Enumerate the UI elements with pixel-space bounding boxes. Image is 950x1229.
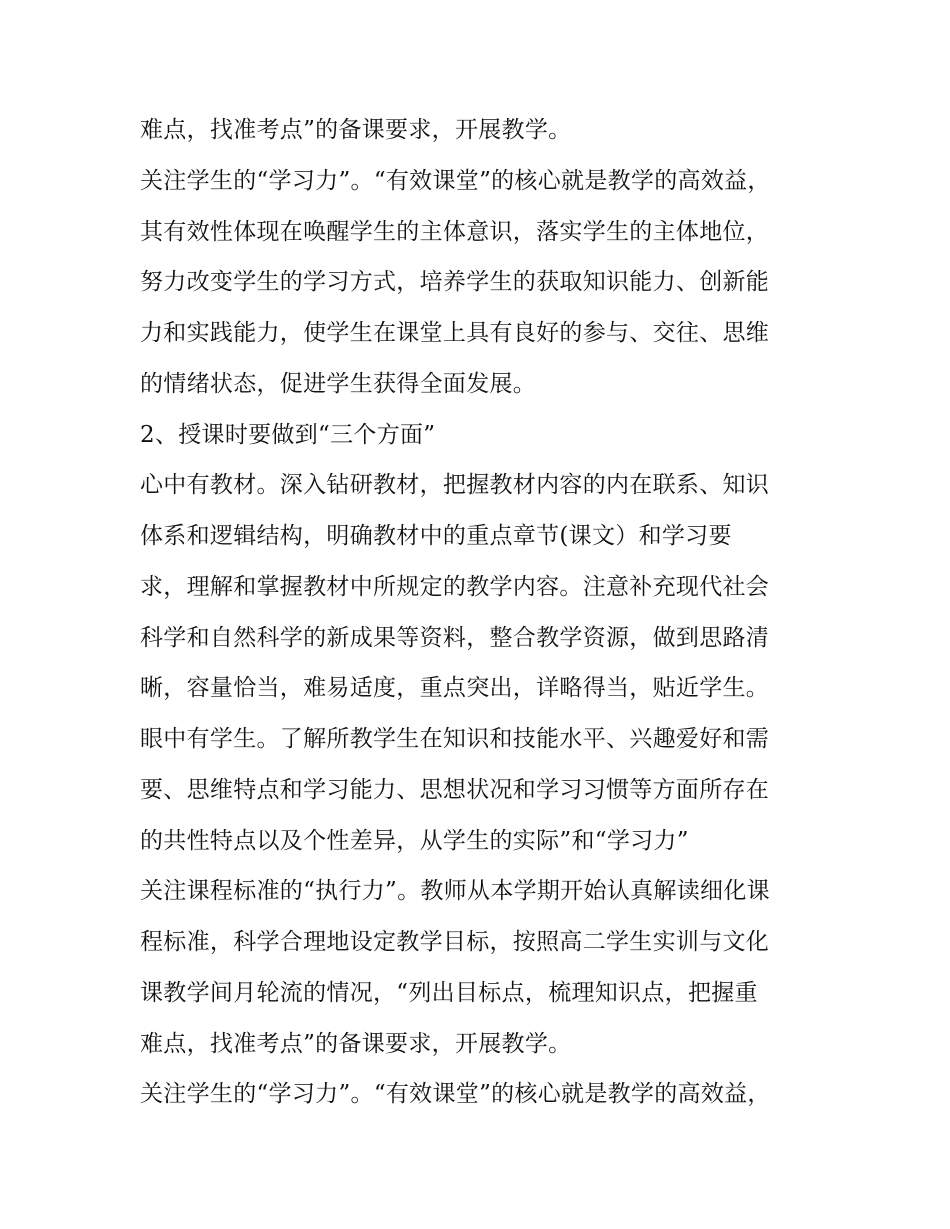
text-line: 求，理解和掌握教材中所规定的教学内容。注意补充现代社会 <box>140 574 770 600</box>
text-line: 的情绪状态，促进学生获得全面发展。 <box>140 371 537 397</box>
text-line: 努力改变学生的学习方式，培养学生的获取知识能力、创新能 <box>140 269 770 295</box>
text-line: 心中有教材。深入钻研教材，把握教材内容的内在联系、知识 <box>140 472 770 498</box>
text-line: 关注学生的“学习力”。“有效课堂”的核心就是教学的高效益， <box>140 1081 771 1107</box>
text-line: 关注学生的“学习力”。“有效课堂”的核心就是教学的高效益， <box>140 168 771 194</box>
text-line: 体系和逻辑结构，明确教材中的重点章节(课文）和学习要 <box>140 523 732 549</box>
text-line: 难点，找准考点”的备课要求，开展教学。 <box>140 117 572 143</box>
text-line: 其有效性体现在唤醒学生的主体意识，落实学生的主体地位， <box>140 219 770 245</box>
text-line: 程标准，科学合理地设定教学目标，按照高二学生实训与文化 <box>140 929 770 955</box>
text-line: 课教学间月轮流的情况，“列出目标点，梳理知识点，把握重 <box>140 980 758 1006</box>
text-line: 的共性特点以及个性差异，从学生的实际”和“学习力” <box>140 828 689 854</box>
text-line: 眼中有学生。了解所教学生在知识和技能水平、兴趣爱好和需 <box>140 726 770 752</box>
text-line: 关注课程标准的“执行力”。教师从本学期开始认真解读细化课 <box>140 878 770 904</box>
text-line: 难点，找准考点”的备课要求，开展教学。 <box>140 1031 572 1057</box>
text-line: 要、思维特点和学习能力、思想状况和学习习惯等方面所存在 <box>140 777 770 803</box>
text-line: 力和实践能力，使学生在课堂上具有良好的参与、交往、思维 <box>140 320 770 346</box>
text-line: 科学和自然科学的新成果等资料，整合教学资源，做到思路清 <box>140 625 770 651</box>
section-heading: 2、授课时要做到“三个方面” <box>140 422 436 448</box>
text-line: 晰，容量恰当，难易适度，重点突出，详略得当，贴近学生。 <box>140 675 770 701</box>
